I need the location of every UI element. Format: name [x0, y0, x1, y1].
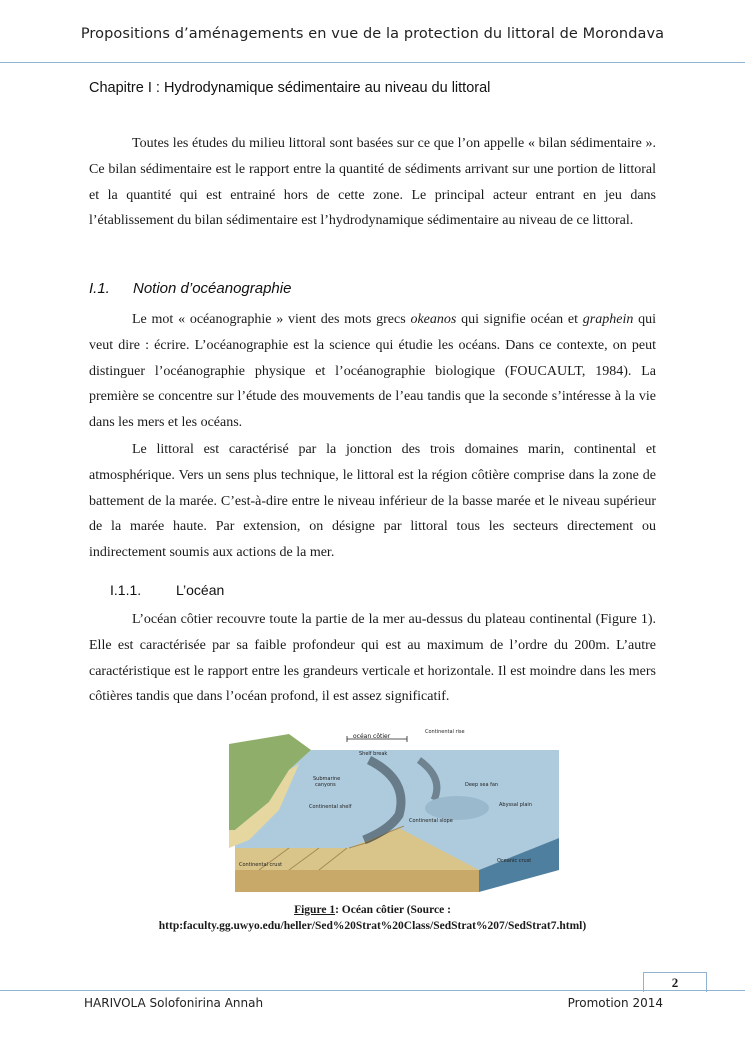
label-continental-crust: Continental crust: [239, 862, 283, 868]
paragraph-text: qui signifie océan et: [456, 312, 583, 327]
label-continental-shelf: Continental shelf: [309, 804, 352, 810]
term-okeanos: okeanos: [410, 312, 457, 327]
footer-promotion: Promotion 2014: [567, 996, 663, 1010]
running-header: Propositions d’aménagements en vue de la protection du littoral de Morondava: [80, 26, 665, 42]
figure-caption: [89, 903, 656, 934]
intro-paragraph: Toutes les études du milieu littoral sont basées sur ce que l’on appelle « bilan sédimentaire ». Ce bilan sédimentaire est le rapport entre la quantité de sédiments arrivant sur une portion de littoral et la quantité qui est entrainé hors de cette zone. Le principal acteur entrant en jeu dans l’établissement du bilan sédimentaire est l’hydrodynamique sédimentaire au niveau de ce littoral.: [89, 136, 656, 229]
label-abyssal-plain: Abyssal plain: [499, 802, 532, 808]
subsection-title: L’océan: [176, 582, 225, 598]
footer-author: HARIVOLA Solofonirina Annah: [84, 996, 264, 1010]
label-ocean-cotier: océan côtier: [353, 733, 391, 740]
subsection-number: I.1.1.: [110, 582, 142, 598]
deep-sea-fan: [425, 796, 489, 820]
figure-label: Figure 1: [294, 904, 336, 916]
figure-caption-text: : Océan côtier (Source : http:faculty.gg.uwyo.edu/heller/Sed%20Strat%20Class/SedStrat%207/SedStrat7.html): [158, 904, 587, 932]
block-front-face: [235, 870, 479, 892]
section-title: Notion d’océanographie: [133, 280, 292, 297]
header-divider: [0, 62, 745, 63]
chapter-title: Chapitre I : Hydrodynamique sédimentaire au niveau du littoral: [89, 80, 491, 96]
littoral-paragraph: Le littoral est caractérisé par la jonction des trois domaines marin, continental et atmosphérique. Vers un sens plus technique, le littoral est la région côtière comprise dans la zone de battement de la marée. C’est-à-dire entre le niveau inférieur de la basse marée et le niveau supérieur de la marée haute. Par extension, on désigne par littoral tous les secteurs directement ou indirectement soumis aux actions de la mer.: [89, 442, 656, 561]
paragraph-text: qui veut dire : écrire. L’océanographie est la science qui étudie les océans. Dans ce contexte, on peut distinguer l’océanographie physique et l’océanographie biologique (FOUCAULT, 1984). La première se concentre sur l’étude des mouvements de l’eau tandis que la seconde s’intéresse à la vie dans les mers et les océans.: [89, 312, 656, 431]
label-shelf-break: Shelf break: [359, 751, 388, 757]
subsection-heading: [110, 582, 224, 598]
label-continental-slope: Continental slope: [409, 818, 453, 824]
paragraph-text: Le mot « océanographie » vient des mots grecs: [132, 312, 411, 327]
ocean-paragraph: L’océan côtier recouvre toute la partie de la mer au-dessus du plateau continental (Figure 1). Elle est caractérisée par sa faible profondeur qui est au maximum de l’ordre du 200m. L’autre caractéristique est le rapport entre les grandeurs verticale et horizontale. Il est moindre dans les mers côtières tandis que dans l’océan profond, il est assez significatif.: [89, 612, 656, 705]
footer-divider: [0, 990, 745, 991]
section-number: I.1.: [89, 280, 110, 297]
block-diagram: [229, 720, 559, 892]
term-graphein: graphein: [582, 312, 634, 327]
figure-coastal-ocean: [229, 720, 559, 892]
page-number: 2: [643, 972, 707, 992]
label-continental-rise: Continental rise: [425, 729, 465, 735]
label-canyons: canyons: [315, 782, 336, 788]
label-deep-sea-fan: Deep sea fan: [465, 782, 499, 788]
oceanography-paragraph: [89, 307, 656, 436]
label-submarine: Submarine: [313, 776, 341, 782]
section-heading: [89, 280, 291, 297]
label-oceanic-crust: Oceanic crust: [497, 858, 532, 864]
